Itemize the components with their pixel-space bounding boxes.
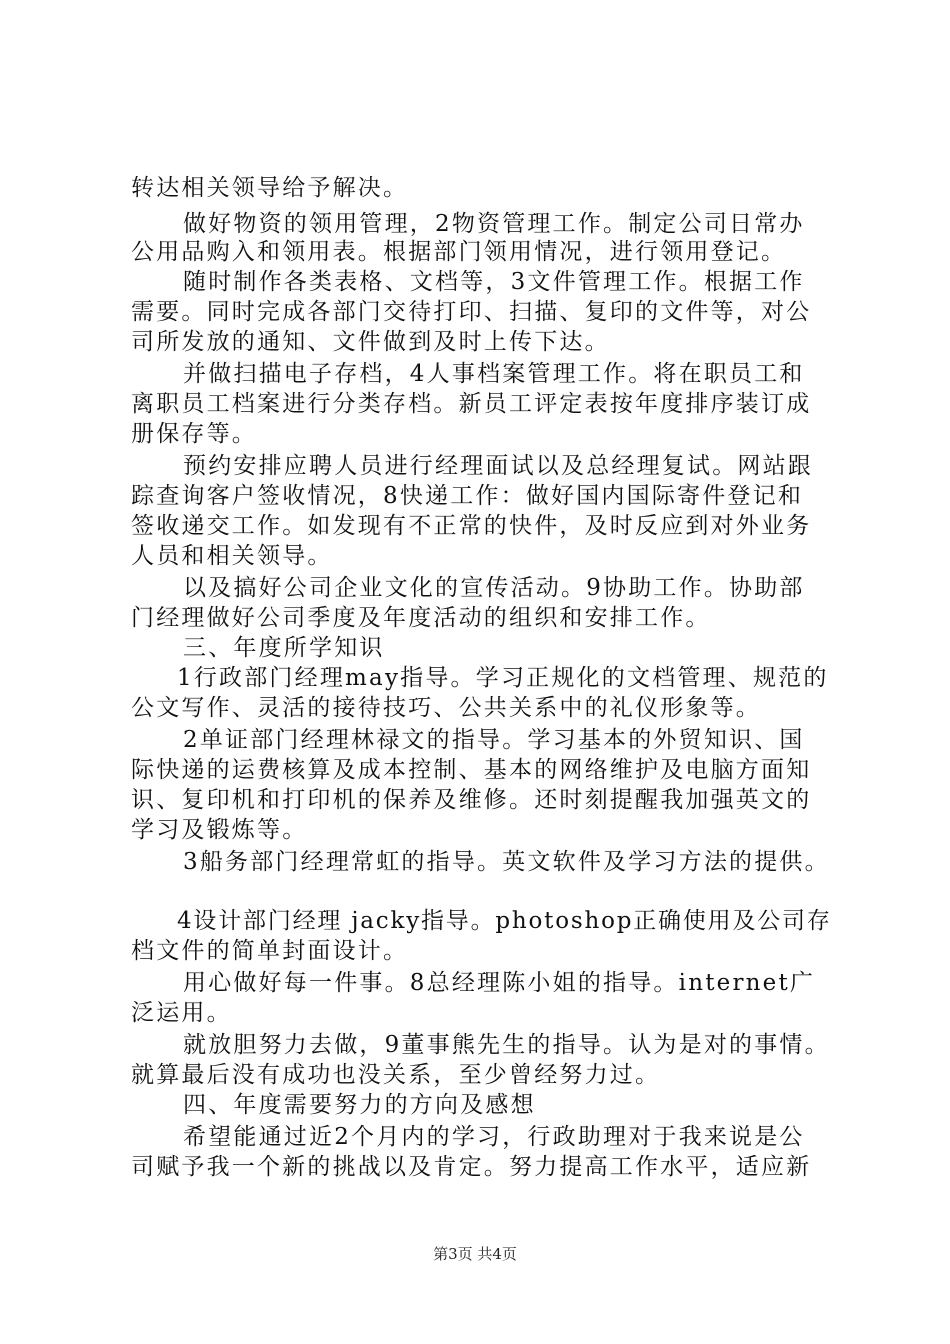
text-line: 并做扫描电子存档，4人事档案管理工作。将在职员工和 — [183, 361, 805, 387]
text-line: 1行政部门经理may指导。学习正规化的文档管理、规范的 — [177, 665, 829, 691]
text-line: 公文写作、灵活的接待技巧、公共关系中的礼仪形象等。 — [131, 695, 761, 721]
text-line: 做好物资的领用管理，2物资管理工作。制定公司日常办 — [183, 211, 805, 237]
text-line: 希望能通过近2个月内的学习，行政助理对于我来说是公 — [183, 1124, 805, 1150]
text-line: 司所发放的通知、文件做到及时上传下达。 — [131, 329, 610, 355]
text-line: 就放胆努力去做，9董事熊先生的指导。认为是对的事情。 — [183, 1032, 830, 1058]
text-line: 预约安排应聘人员进行经理面试以及总经理复试。网站跟 — [183, 453, 813, 479]
text-line: 4设计部门经理 jacky指导。photoshop正确使用及公司存 — [177, 908, 832, 934]
text-line: 踪查询客户签收情况，8快递工作：做好国内国际寄件登记和 — [131, 483, 804, 509]
text-line: 公用品购入和领用表。根据部门领用情况，进行领用登记。 — [131, 239, 787, 265]
text-line: 册保存等。 — [131, 421, 257, 447]
text-line: 离职员工档案进行分类存档。新员工评定表按年度排序装订成 — [131, 391, 812, 417]
text-line: 以及搞好公司企业文化的宣传活动。9协助工作。协助部 — [183, 575, 805, 601]
text-line: 识、复印机和打印机的保养及维修。还时刻提醒我加强英文的 — [131, 787, 812, 813]
text-line: 人员和相关领导。 — [131, 543, 333, 569]
text-line: 用心做好每一件事。8总经理陈小姐的指导。internet广 — [183, 970, 816, 996]
text-line: 档文件的简单封面设计。 — [131, 938, 409, 964]
text-line: 3船务部门经理常虹的指导。英文软件及学习方法的提供。 — [183, 849, 830, 875]
page-footer: 第3页 共4页 — [433, 1245, 517, 1263]
text-line: 门经理做好公司季度及年度活动的组织和安排工作。 — [131, 605, 711, 631]
text-line: 际快递的运费核算及成本控制、基本的网络维护及电脑方面知 — [131, 757, 812, 783]
text-line: 签收递交工作。如发现有不正常的快件，及时反应到对外业务 — [131, 513, 812, 539]
text-line: 随时制作各类表格、文档等，3文件管理工作。根据工作 — [183, 269, 805, 295]
text-line: 司赋予我一个新的挑战以及肯定。努力提高工作水平，适应新 — [131, 1154, 812, 1180]
text-line: 需要。同时完成各部门交待打印、扫描、复印的文件等，对公 — [131, 299, 812, 325]
text-line: 泛运用。 — [131, 1000, 232, 1026]
text-line: 转达相关领导给予解决。 — [131, 175, 409, 201]
text-line: 就算最后没有成功也没关系，至少曾经努力过。 — [131, 1062, 661, 1088]
section-heading: 四、年度需要努力的方向及感想 — [183, 1092, 536, 1118]
text-line: 学习及锻炼等。 — [131, 817, 308, 843]
text-line: 2单证部门经理林禄文的指导。学习基本的外贸知识、国 — [183, 727, 805, 753]
section-heading: 三、年度所学知识 — [183, 635, 385, 661]
